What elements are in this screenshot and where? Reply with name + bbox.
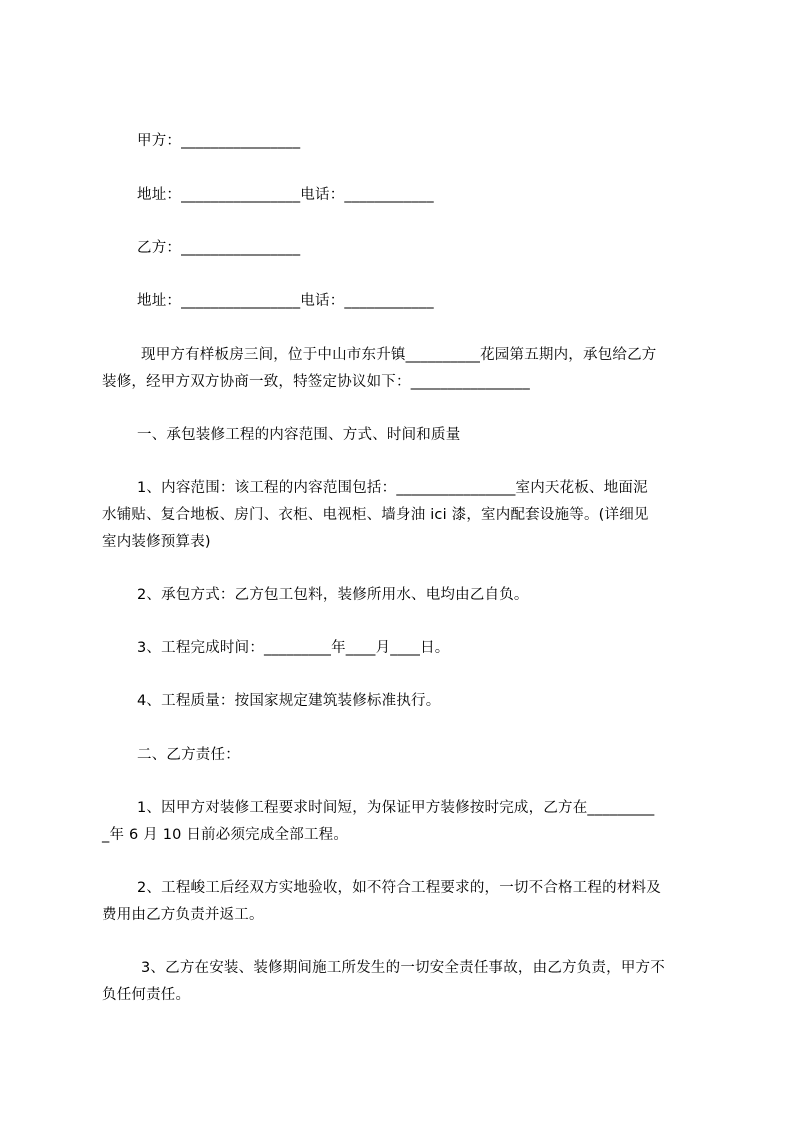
section2-item1-line-2: _年 6 月 10 日前必须完成全部工程。 — [102, 827, 349, 843]
section2-item1-line-1: 1、因甲方对装修工程要求时间短，为保证甲方装修按时完成，乙方在_________ — [137, 800, 655, 816]
party-a-line: 甲方：________________ — [137, 133, 301, 149]
intro-line-1: 现甲方有样板房三间，位于中山市东升镇__________花园第五期内，承包给乙方 — [141, 347, 657, 363]
party-b-address-phone: 地址：________________电话：____________ — [137, 293, 434, 309]
section1-item1-line-1: 1、内容范围：该工程的内容范围包括：________________室内天花板、地面泥 — [137, 480, 648, 496]
section1-item2: 2、承包方式：乙方包工包料，装修所用水、电均由乙自负。 — [137, 587, 529, 603]
section1-item4: 4、工程质量：按国家规定建筑装修标准执行。 — [137, 693, 441, 709]
section1-heading: 一、承包装修工程的内容范围、方式、时间和质量 — [137, 427, 461, 443]
section2-item2-line-2: 费用由乙方负责并返工。 — [102, 907, 264, 923]
section2-item2-line-1: 2、工程峻工后经双方实地验收，如不符合工程要求的，一切不合格工程的材料及 — [137, 880, 661, 896]
party-a-address-phone: 地址：________________电话：____________ — [137, 187, 434, 203]
intro-line-2: 装修，经甲方双方协商一致，特签定协议如下：________________ — [102, 374, 530, 390]
section2-item3-line-2: 负任何责任。 — [102, 987, 191, 1003]
section2-item3-line-1: 3、乙方在安装、装修期间施工所发生的一切安全责任事故，由乙方负责，甲方不 — [141, 960, 665, 976]
section1-item1-line-2: 水铺贴、复合地板、房门、衣柜、电视柜、墙身油 ici 漆，室内配套设施等。(详细见 — [102, 507, 649, 523]
section2-heading: 二、乙方责任： — [137, 747, 240, 763]
section1-item1-line-3: 室内装修预算表) — [102, 534, 211, 550]
party-b-line: 乙方：________________ — [137, 240, 301, 256]
section1-item3: 3、工程完成时间：_________年____月____日。 — [137, 640, 450, 656]
